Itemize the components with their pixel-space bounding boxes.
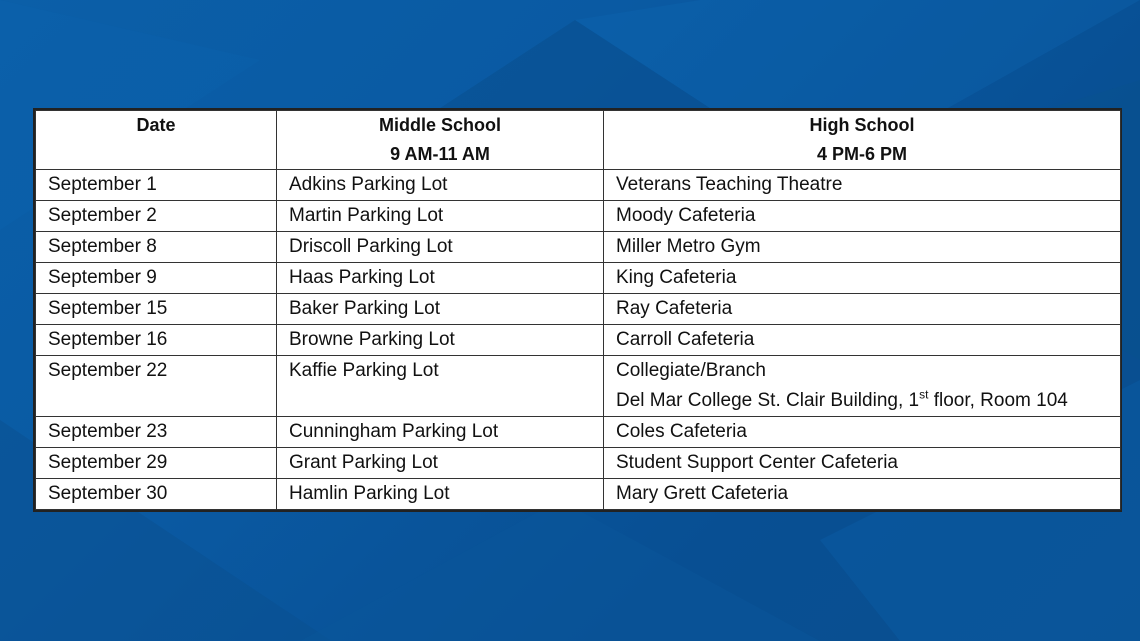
high-school-cell: King Cafeteria (604, 263, 1121, 294)
table-row (36, 170, 1121, 201)
middle-school-cell: Browne Parking Lot (277, 325, 604, 356)
high-school-cell: Ray Cafeteria (604, 294, 1121, 325)
high-school-line-2 (616, 386, 1108, 416)
middle-school-cell: Driscoll Parking Lot (277, 232, 604, 263)
header-middle-school (277, 111, 604, 170)
high-school-cell: Miller Metro Gym (604, 232, 1121, 263)
middle-school-cell: Cunningham Parking Lot (277, 417, 604, 448)
date-cell: September 30 (36, 479, 277, 510)
table-row (36, 232, 1121, 263)
middle-school-cell: Grant Parking Lot (277, 448, 604, 479)
table-row (36, 448, 1121, 479)
header-high-school (604, 111, 1121, 170)
date-cell: September 23 (36, 417, 277, 448)
middle-school-cell: Kaffie Parking Lot (277, 356, 604, 417)
date-cell: September 16 (36, 325, 277, 356)
table-row (36, 325, 1121, 356)
schedule-table (35, 110, 1121, 510)
date-cell: September 1 (36, 170, 277, 201)
table-row (36, 479, 1121, 510)
header-date (36, 111, 277, 170)
high-school-cell: Coles Cafeteria (604, 417, 1121, 448)
header-middle-title: Middle School (378, 115, 501, 135)
middle-school-cell: Baker Parking Lot (277, 294, 604, 325)
table-row (36, 417, 1121, 448)
high-school-line-1: Collegiate/Branch (616, 360, 766, 381)
high-school-cell: Student Support Center Cafeteria (604, 448, 1121, 479)
middle-school-cell: Adkins Parking Lot (277, 170, 604, 201)
high-school-line-2-text-end: floor, Room 104 (928, 390, 1068, 411)
ordinal-suffix: st (919, 387, 929, 402)
header-date-label: Date (136, 115, 176, 135)
high-school-cell: Mary Grett Cafeteria (604, 479, 1121, 510)
header-middle-time: 9 AM-11 AM (390, 144, 490, 164)
middle-school-cell: Martin Parking Lot (277, 201, 604, 232)
high-school-cell (604, 356, 1121, 417)
table-row (36, 294, 1121, 325)
date-cell: September 2 (36, 201, 277, 232)
date-cell: September 15 (36, 294, 277, 325)
high-school-cell: Carroll Cafeteria (604, 325, 1121, 356)
header-row (36, 111, 1121, 170)
high-school-cell: Veterans Teaching Theatre (604, 170, 1121, 201)
table-row (36, 201, 1121, 232)
date-cell: September 9 (36, 263, 277, 294)
middle-school-cell: Hamlin Parking Lot (277, 479, 604, 510)
date-cell: September 8 (36, 232, 277, 263)
header-high-title: High School (809, 115, 915, 135)
date-cell: September 29 (36, 448, 277, 479)
date-cell: September 22 (36, 356, 277, 417)
high-school-cell: Moody Cafeteria (604, 201, 1121, 232)
middle-school-cell: Haas Parking Lot (277, 263, 604, 294)
table-row (36, 263, 1121, 294)
high-school-line-2-text: Del Mar College St. Clair Building, 1 (616, 390, 920, 411)
schedule-table-container (33, 108, 1122, 512)
header-high-time: 4 PM-6 PM (816, 144, 908, 164)
table-row (36, 356, 1121, 417)
